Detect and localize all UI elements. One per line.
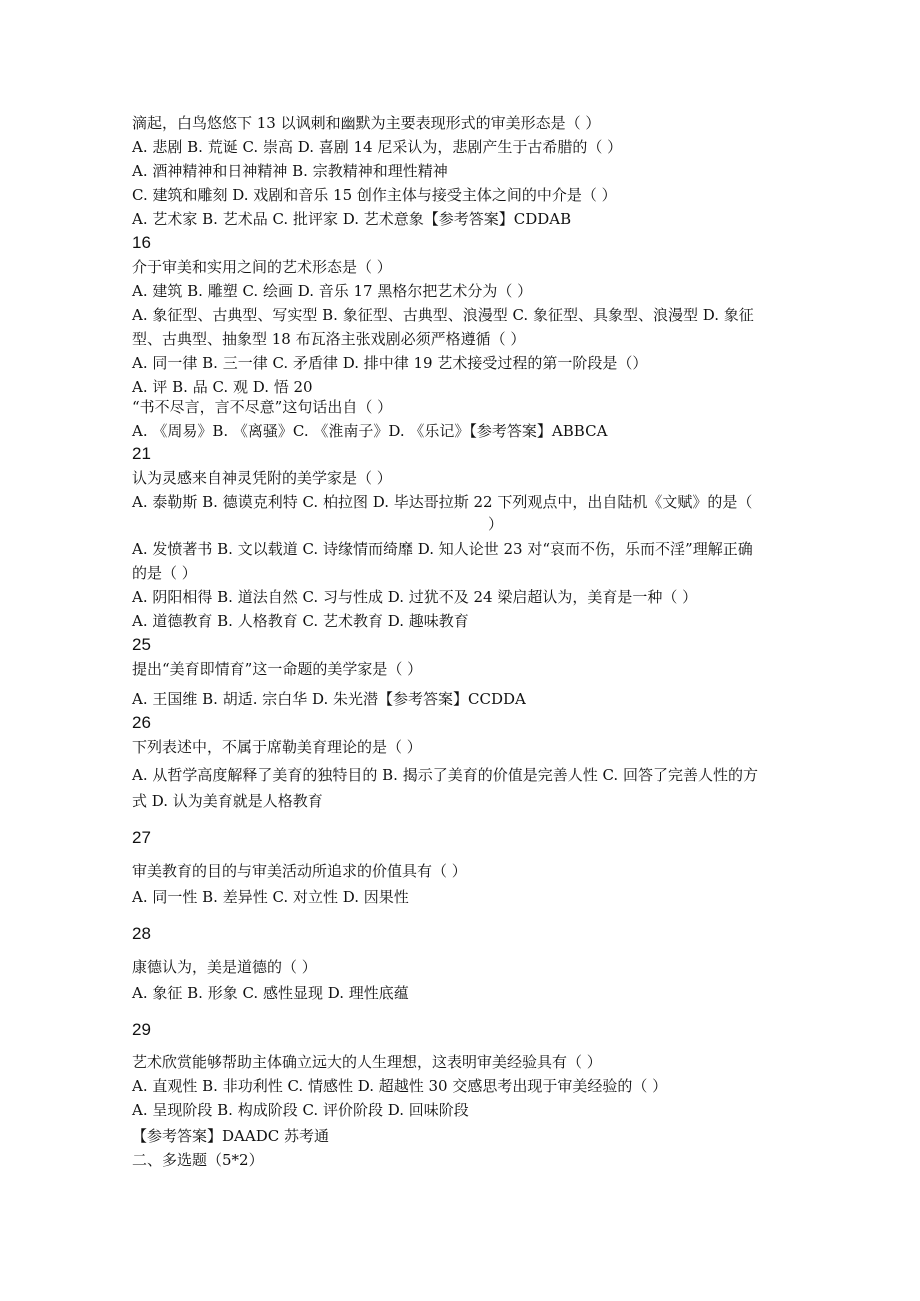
text-line: 介于审美和实用之间的艺术形态是（ ） bbox=[132, 258, 392, 276]
section-heading: 二、多选题（5*2） bbox=[132, 1151, 264, 1169]
text-line: 提出“美育即情育”这一命题的美学家是（ ） bbox=[132, 660, 423, 678]
text-line: 康德认为，美是道德的（ ） bbox=[132, 958, 317, 976]
text-line: A. 从哲学高度解释了美育的独特目的 B. 揭示了美育的价值是完善人性 C. 回答了完善人性的方 bbox=[132, 766, 758, 784]
question-number: 28 bbox=[132, 924, 151, 943]
text-line: A. 发愤著书 B. 文以载道 C. 诗缘情而绮靡 D. 知人论世 23 对“哀而不伤，乐而不淫”理解正确 bbox=[132, 540, 753, 558]
question-number: 26 bbox=[132, 713, 151, 732]
text-line: A. 道德教育 B. 人格教育 C. 艺术教育 D. 趣味教育 bbox=[132, 612, 469, 630]
text-line: ） bbox=[488, 515, 504, 533]
text-line: A. 艺术家 B. 艺术品 C. 批评家 D. 艺术意象【参考答案】CDDAB bbox=[132, 210, 572, 228]
text-line: A. 同一性 B. 差异性 C. 对立性 D. 因果性 bbox=[132, 888, 409, 906]
text-line: C. 建筑和雕刻 D. 戏剧和音乐 15 创作主体与接受主体之间的中介是（ ） bbox=[132, 186, 617, 204]
text-line: A. 呈现阶段 B. 构成阶段 C. 评价阶段 D. 回味阶段 bbox=[132, 1101, 469, 1119]
text-line: 型、古典型、抽象型 18 布瓦洛主张戏剧必须严格遵循（ ） bbox=[132, 330, 526, 348]
text-line: 【参考答案】DAADC 苏考通 bbox=[132, 1127, 329, 1145]
text-line: A. 象征型、古典型、写实型 B. 象征型、古典型、浪漫型 C. 象征型、具象型、浪漫型 D. 象征 bbox=[132, 306, 754, 324]
question-number: 16 bbox=[132, 233, 151, 252]
text-line: 式 D. 认为美育就是人格教育 bbox=[132, 792, 323, 810]
question-number: 29 bbox=[132, 1020, 151, 1039]
text-line: A. 王国维 B. 胡适. 宗白华 D. 朱光潜【参考答案】CCDDA bbox=[132, 690, 526, 708]
text-line: 的是（ ） bbox=[132, 564, 197, 582]
text-line: A. 同一律 B. 三一律 C. 矛盾律 D. 排中律 19 艺术接受过程的第一阶段是（） bbox=[132, 354, 648, 372]
text-line: A. 悲剧 B. 荒诞 C. 崇高 D. 喜剧 14 尼采认为，悲剧产生于古希腊的（ ） bbox=[132, 138, 623, 156]
text-line: 下列表述中，不属于席勒美育理论的是（ ） bbox=[132, 738, 422, 756]
text-line: A. 酒神精神和日神精神 B. 宗教精神和理性精神 bbox=[132, 162, 448, 180]
question-number: 27 bbox=[132, 828, 151, 847]
text-line: 滴起，白鸟悠悠下 13 以讽刺和幽默为主要表现形式的审美形态是（ ） bbox=[132, 114, 601, 132]
text-line: A. 阴阳相得 B. 道法自然 C. 习与性成 D. 过犹不及 24 梁启超认为，美育是一种（ ） bbox=[132, 588, 698, 606]
text-line: 认为灵感来自神灵凭附的美学家是（ ） bbox=[132, 469, 392, 487]
text-line: A. 《周易》B. 《离骚》C. 《淮南子》D. 《乐记》【参考答案】ABBCA bbox=[132, 422, 608, 440]
text-line: 艺术欣赏能够帮助主体确立远大的人生理想，这表明审美经验具有（ ） bbox=[132, 1053, 602, 1071]
text-line: A. 象征 B. 形象 C. 感性显现 D. 理性底蕴 bbox=[132, 984, 409, 1002]
text-line: A. 泰勒斯 B. 德谟克利特 C. 柏拉图 D. 毕达哥拉斯 22 下列观点中，出自陆机《文赋》的是（ bbox=[132, 493, 753, 511]
question-number: 21 bbox=[132, 444, 151, 463]
question-number: 25 bbox=[132, 635, 151, 654]
text-line: A. 评 B. 品 C. 观 D. 悟 20 bbox=[132, 378, 313, 396]
text-line: “书不尽言，言不尽意”这句话出自（ ） bbox=[132, 398, 393, 416]
text-line: 审美教育的目的与审美活动所追求的价值具有（ ） bbox=[132, 862, 467, 880]
text-line: A. 建筑 B. 雕塑 C. 绘画 D. 音乐 17 黑格尔把艺术分为（ ） bbox=[132, 282, 533, 300]
text-line: A. 直观性 B. 非功利性 C. 情感性 D. 超越性 30 交感思考出现于审美经验的（ ） bbox=[132, 1077, 668, 1095]
